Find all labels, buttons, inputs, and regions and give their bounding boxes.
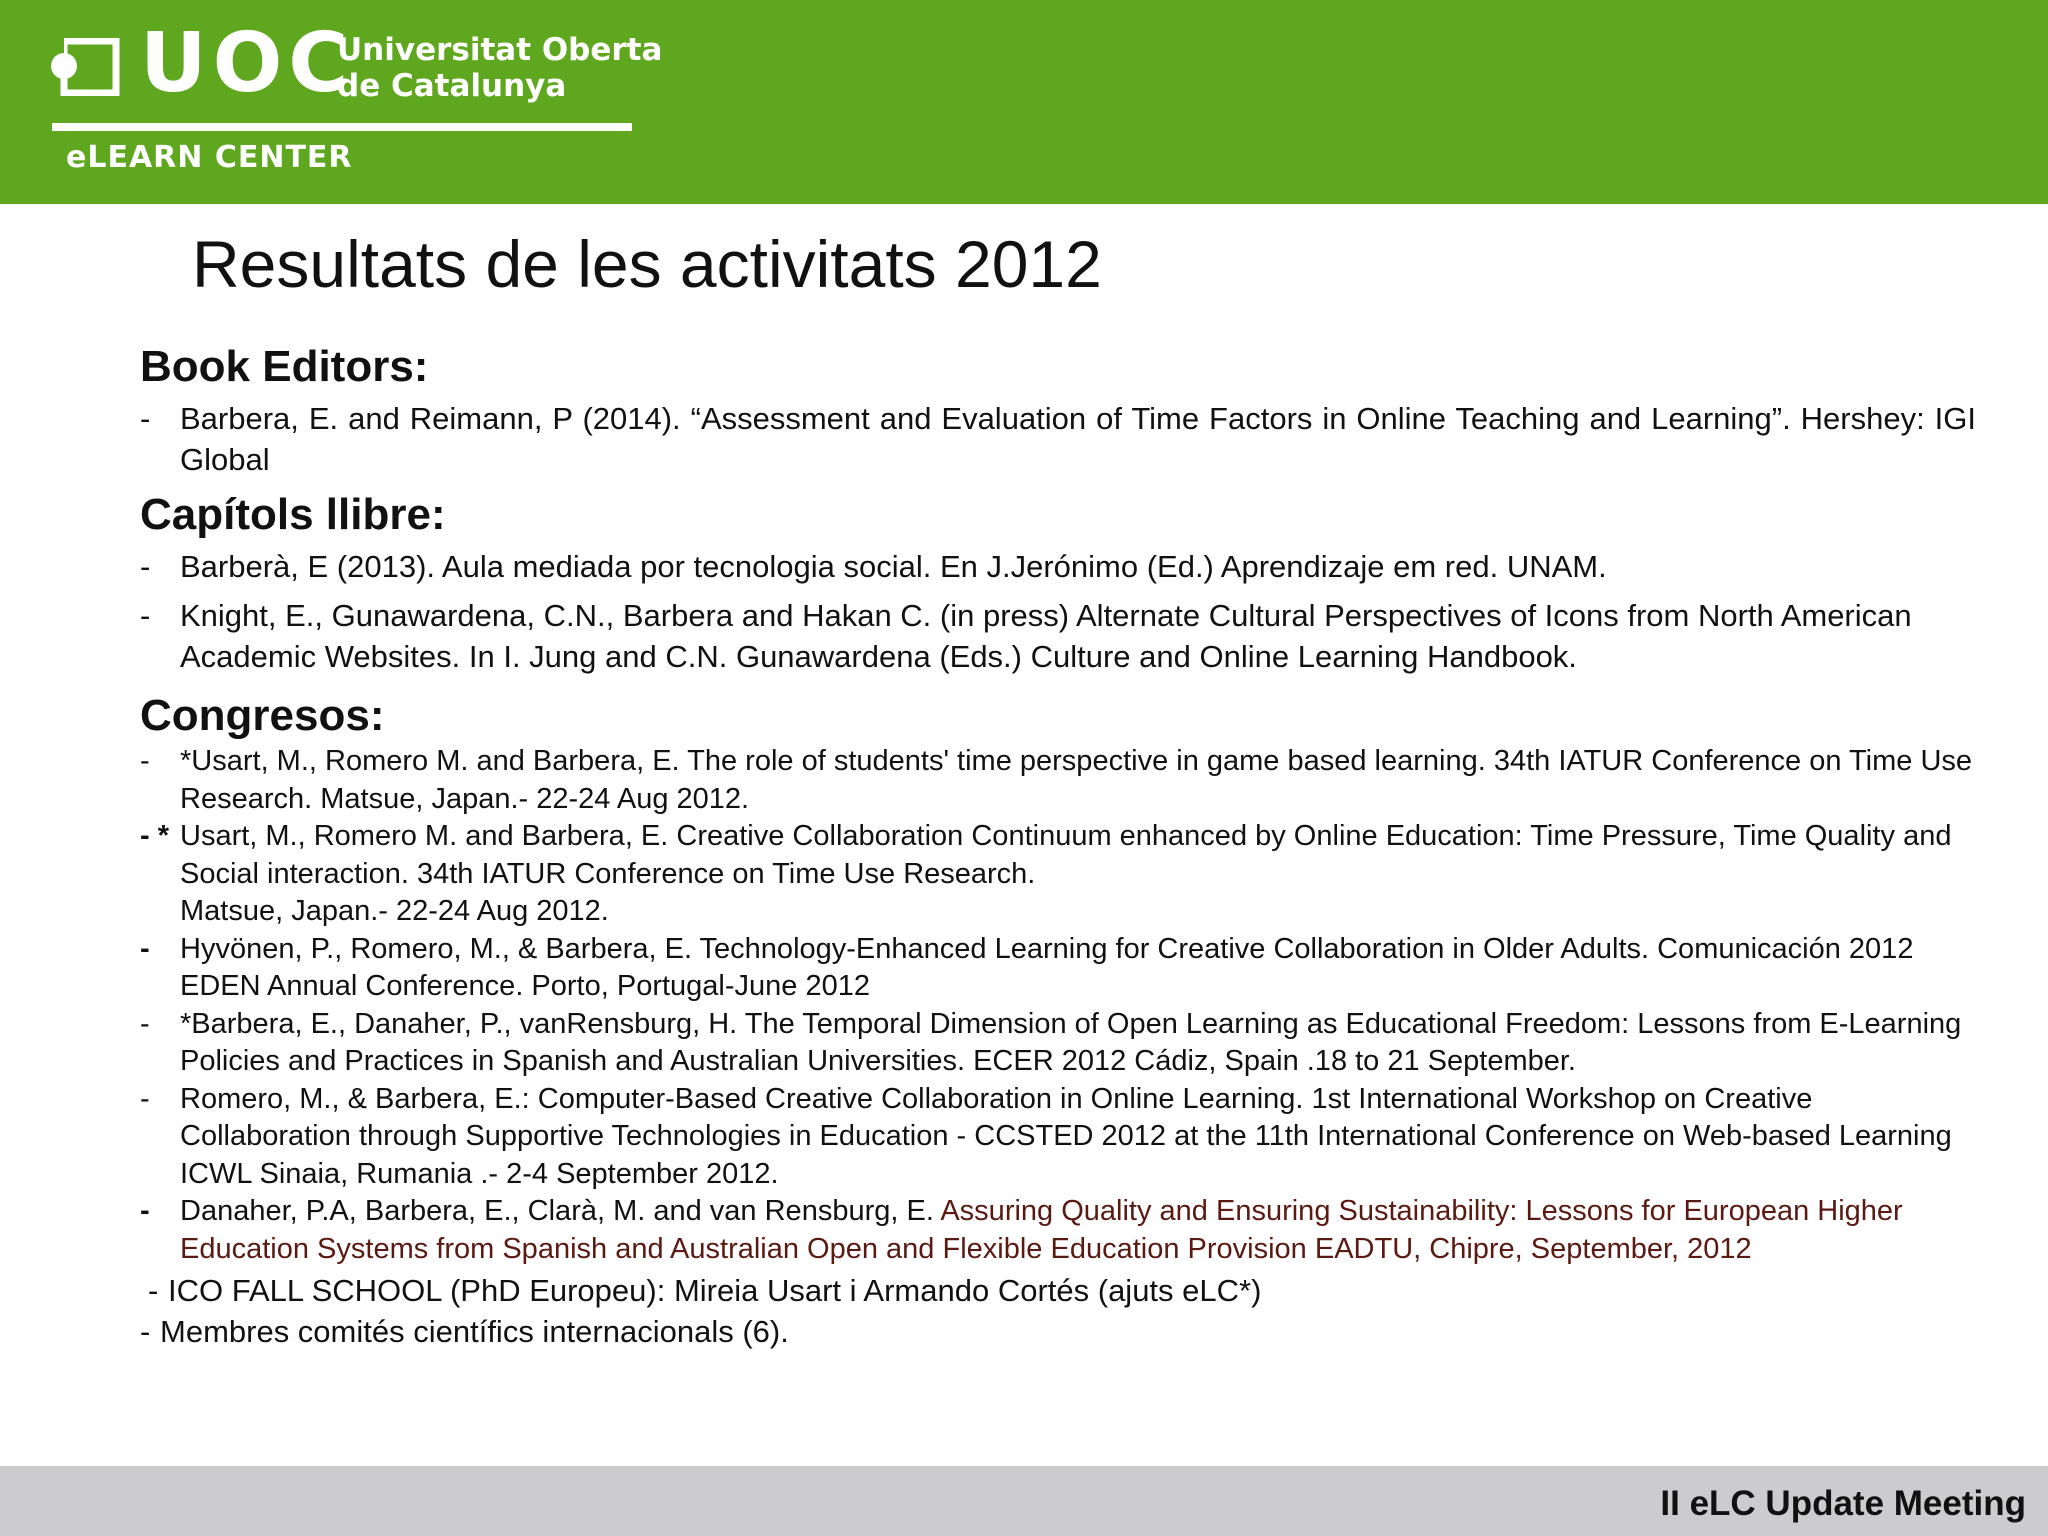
page-title: Resultats de les activitats 2012 [192, 227, 1102, 301]
list-dash: - [140, 401, 151, 436]
list-item [140, 818, 1976, 931]
list-item-text: Danaher, P.A, Barbera, E., Clarà, M. and van Rensburg, E. [180, 1195, 941, 1227]
list-item [140, 595, 1976, 677]
university-name-line1: Universitat Oberta [337, 32, 663, 68]
list-item-text-continued: Matsue, Japan.- 22-24 Aug 2012. [180, 895, 609, 927]
list-item-text: Usart, M., Romero M. and Barbera, E. Creative Collaboration Continuum enhanced by Online Education: Time Pressure, Time Quality and Social interaction. 34th IATUR Conference on Time Use Research. [180, 820, 1952, 890]
list-item [140, 931, 1976, 1006]
list-dash: - [140, 1007, 150, 1040]
list-item-text: Barbera, E. and Reimann, P (2014). “Assessment and Evaluation of Time Factors in Online Teaching and Learning”. Hershey: IGI Global [180, 401, 1976, 477]
list-item-text: Romero, M., & Barbera, E.: Computer-Based Creative Collaboration in Online Learning. 1st International Workshop on Creative Collaboration through Supportive Technologies in Education - CCSTED 2012 at the 11th International Conference on Web-based Learning ICWL Sinaia, Rumania .- 2-4 September 2012. [180, 1082, 1952, 1190]
list-item-text: Hyvönen, P., Romero, M., & Barbera, E. Technology-Enhanced Learning for Creative Collaboration in Older Adults. Comunicación 2012 EDEN Annual Conference. Porto, Portugal-June 2012 [180, 932, 1914, 1002]
list-item-text-highlight: Assuring Quality and Ensuring Sustainability: Lessons for European Higher Education Systems from Spanish and Australian Open and Flexible Education Provision EADTU, Chipre, September, 2012 [180, 1195, 1903, 1265]
list-item [140, 1193, 1976, 1268]
list-item [140, 1006, 1976, 1081]
university-name-line2: de Catalunya [337, 68, 567, 104]
footer-band [0, 1466, 2048, 1536]
list-item-text: Knight, E., Gunawardena, C.N., Barbera and Hakan C. (in press) Alternate Cultural Perspectives of Icons from North American Academic Websites. In I. Jung and C.N. Gunawardena (Eds.) Culture and Online Learning Handbook. [180, 598, 1912, 674]
list-item-text: *Barbera, E., Danaher, P., vanRensburg, H. The Temporal Dimension of Open Learning as Educational Freedom: Lessons from E-Learning Policies and Practices in Spanish and Australian Universities. ECER 2012 Cádiz, Spain .18 to 21 September. [180, 1007, 1962, 1077]
list-dash: - [140, 598, 151, 633]
footer-label: II eLC Update Meeting [1660, 1484, 2026, 1523]
list-dash: - * [140, 820, 169, 852]
uoc-logo-icon [50, 38, 120, 96]
logo-wordmark: UOC [140, 16, 355, 111]
list-item-text: ICO FALL SCHOOL (PhD Europeu): Mireia Usart i Armando Cortés (ajuts eLC*) [168, 1273, 1262, 1308]
list-item-text: *Usart, M., Romero M. and Barbera, E. The role of students' time perspective in game based learning. 34th IATUR Conference on Time Use Research. Matsue, Japan.- 22-24 Aug 2012. [180, 745, 1973, 815]
list-item [140, 1311, 1976, 1352]
list-item [140, 398, 1976, 480]
list-dash: - [140, 1082, 150, 1115]
slide-content [140, 340, 1976, 1352]
list-item-text: Membres comités científics internacionals (6). [160, 1314, 789, 1349]
section-heading-book-editors: Book Editors: [140, 342, 429, 391]
university-name [337, 32, 662, 104]
list-dash: - [140, 549, 151, 584]
list-item [140, 546, 1976, 587]
center-label: eLEARN CENTER [66, 140, 353, 175]
section-heading-congresses: Congresos: [140, 691, 385, 740]
list-item [140, 1270, 1976, 1311]
list-dash: - [140, 932, 150, 965]
list-item [140, 1081, 1976, 1194]
section-heading-chapters: Capítols llibre: [140, 490, 446, 539]
header-band [0, 0, 2048, 204]
list-item-text: Barberà, E (2013). Aula mediada por tecnologia social. En J.Jerónimo (Ed.) Aprendizaje em red. UNAM. [180, 549, 1607, 584]
logo-divider [52, 123, 632, 131]
list-item [140, 743, 1976, 818]
list-dash: - [140, 745, 150, 777]
list-dash: - [148, 1273, 159, 1308]
list-dash: - [140, 1195, 150, 1227]
list-dash: - [140, 1314, 151, 1349]
